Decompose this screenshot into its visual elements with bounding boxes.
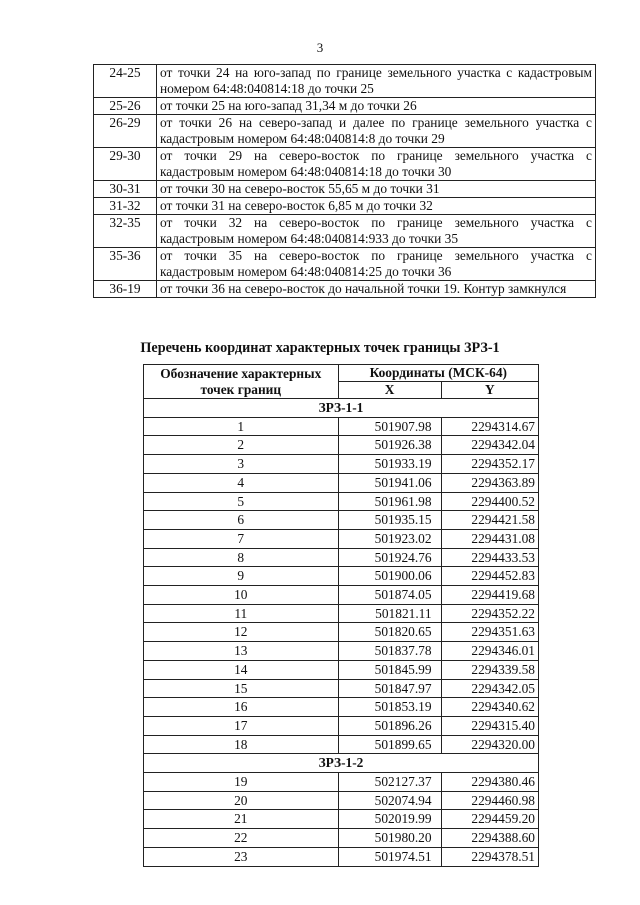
y-coordinate-cell: 2294315.40 (441, 716, 538, 735)
route-segment-cell: 35-36 (94, 248, 157, 281)
x-coordinate-cell: 501935.15 (338, 511, 441, 530)
route-segment-cell: 32-35 (94, 215, 157, 248)
y-coordinate-cell: 2294452.83 (441, 567, 538, 586)
y-coordinate-cell: 2294380.46 (441, 773, 538, 792)
y-coordinate-cell: 2294433.53 (441, 548, 538, 567)
y-coordinate-cell: 2294351.63 (441, 623, 538, 642)
route-row (94, 98, 596, 115)
point-number-cell: 7 (144, 529, 339, 548)
point-number-cell: 9 (144, 567, 339, 586)
y-coordinate-cell: 2294352.22 (441, 604, 538, 623)
route-segment-cell: 26-29 (94, 115, 157, 148)
coordinate-row (144, 735, 539, 754)
coordinate-row (144, 586, 539, 605)
x-coordinate-cell: 502074.94 (338, 791, 441, 810)
route-description-cell: от точки 26 на северо-запад и далее по границе земельного участка с кадастровым номером 64:48:040814:8 до точки 29 (157, 115, 596, 148)
coordinate-row (144, 773, 539, 792)
coordinate-row (144, 604, 539, 623)
x-coordinate-cell: 501896.26 (338, 716, 441, 735)
point-number-cell: 8 (144, 548, 339, 567)
coordinate-row (144, 567, 539, 586)
route-description-cell: от точки 30 на северо-восток 55,65 м до точки 31 (157, 181, 596, 198)
route-row (94, 281, 596, 298)
x-coordinate-cell: 501907.98 (338, 417, 441, 436)
page-number: 3 (316, 40, 324, 55)
x-coordinate-cell: 501820.65 (338, 623, 441, 642)
section-row (144, 399, 539, 418)
route-segment-cell: 25-26 (94, 98, 157, 115)
route-description-cell: от точки 29 на северо-восток по границе земельного участка с кадастровым номером 64:48:040814:18 до точки 30 (157, 148, 596, 181)
route-segment-cell: 24-25 (94, 65, 157, 98)
route-row (94, 65, 596, 98)
route-segment-cell: 31-32 (94, 198, 157, 215)
x-axis-header: X (338, 382, 441, 399)
route-description-cell: от точки 32 на северо-восток по границе земельного участка с кадастровым номером 64:48:040814:933 до точки 35 (157, 215, 596, 248)
point-number-cell: 3 (144, 455, 339, 474)
y-coordinate-cell: 2294419.68 (441, 586, 538, 605)
coordinate-row (144, 473, 539, 492)
coordinate-row (144, 436, 539, 455)
route-segment-cell: 36-19 (94, 281, 157, 298)
x-coordinate-cell: 501924.76 (338, 548, 441, 567)
coordinates-header-row (144, 365, 539, 382)
point-number-cell: 2 (144, 436, 339, 455)
y-coordinate-cell: 2294421.58 (441, 511, 538, 530)
y-coordinate-cell: 2294314.67 (441, 417, 538, 436)
section-row (144, 754, 539, 773)
point-number-cell: 19 (144, 773, 339, 792)
x-coordinate-cell: 501853.19 (338, 698, 441, 717)
x-coordinate-cell: 501874.05 (338, 586, 441, 605)
route-description-cell: от точки 31 на северо-восток 6,85 м до точки 32 (157, 198, 596, 215)
coordinate-row (144, 847, 539, 866)
route-row (94, 148, 596, 181)
x-coordinate-cell: 502127.37 (338, 773, 441, 792)
point-number-cell: 1 (144, 417, 339, 436)
point-number-cell: 22 (144, 829, 339, 848)
x-coordinate-cell: 501974.51 (338, 847, 441, 866)
point-number-cell: 13 (144, 642, 339, 661)
point-number-cell: 6 (144, 511, 339, 530)
coordinate-row (144, 492, 539, 511)
coordinate-row (144, 810, 539, 829)
point-name-header: Обозначение характерных точек границ (144, 365, 339, 399)
point-number-cell: 21 (144, 810, 339, 829)
x-coordinate-cell: 501923.02 (338, 529, 441, 548)
x-coordinate-cell: 501847.97 (338, 679, 441, 698)
y-coordinate-cell: 2294363.89 (441, 473, 538, 492)
coordinate-row (144, 623, 539, 642)
y-axis-header: Y (441, 382, 538, 399)
y-coordinate-cell: 2294352.17 (441, 455, 538, 474)
section-label: ЗРЗ-1-2 (144, 754, 539, 773)
coordinates-table (143, 364, 539, 867)
y-coordinate-cell: 2294400.52 (441, 492, 538, 511)
x-coordinate-cell: 501821.11 (338, 604, 441, 623)
route-row (94, 215, 596, 248)
coordinate-row (144, 511, 539, 530)
y-coordinate-cell: 2294320.00 (441, 735, 538, 754)
route-segment-cell: 29-30 (94, 148, 157, 181)
y-coordinate-cell: 2294342.04 (441, 436, 538, 455)
route-description-cell: от точки 35 на северо-восток по границе земельного участка с кадастровым номером 64:48:040814:25 до точки 36 (157, 248, 596, 281)
route-row (94, 181, 596, 198)
x-coordinate-cell: 502019.99 (338, 810, 441, 829)
point-number-cell: 20 (144, 791, 339, 810)
coordinates-system-header: Координаты (МСК-64) (338, 365, 538, 382)
x-coordinate-cell: 501899.65 (338, 735, 441, 754)
coordinate-row (144, 529, 539, 548)
y-coordinate-cell: 2294431.08 (441, 529, 538, 548)
section-label: ЗРЗ-1-1 (144, 399, 539, 418)
y-coordinate-cell: 2294346.01 (441, 642, 538, 661)
coordinate-row (144, 660, 539, 679)
coordinates-title: Перечень координат характерных точек границы ЗРЗ-1 (140, 340, 500, 356)
coordinate-row (144, 417, 539, 436)
route-description-cell: от точки 36 на северо-восток до начальной точки 19. Контур замкнулся (157, 281, 596, 298)
y-coordinate-cell: 2294340.62 (441, 698, 538, 717)
coordinate-row (144, 548, 539, 567)
x-coordinate-cell: 501845.99 (338, 660, 441, 679)
point-number-cell: 10 (144, 586, 339, 605)
route-row (94, 198, 596, 215)
point-number-cell: 15 (144, 679, 339, 698)
route-description-cell: от точки 25 на юго-запад 31,34 м до точки 26 (157, 98, 596, 115)
point-number-cell: 14 (144, 660, 339, 679)
y-coordinate-cell: 2294342.05 (441, 679, 538, 698)
x-coordinate-cell: 501926.38 (338, 436, 441, 455)
coordinate-row (144, 829, 539, 848)
y-coordinate-cell: 2294378.51 (441, 847, 538, 866)
point-number-cell: 16 (144, 698, 339, 717)
point-number-cell: 5 (144, 492, 339, 511)
coordinate-row (144, 791, 539, 810)
point-number-cell: 18 (144, 735, 339, 754)
y-coordinate-cell: 2294388.60 (441, 829, 538, 848)
x-coordinate-cell: 501980.20 (338, 829, 441, 848)
x-coordinate-cell: 501941.06 (338, 473, 441, 492)
point-number-cell: 23 (144, 847, 339, 866)
route-row (94, 115, 596, 148)
x-coordinate-cell: 501961.98 (338, 492, 441, 511)
coordinate-row (144, 455, 539, 474)
x-coordinate-cell: 501900.06 (338, 567, 441, 586)
coordinate-row (144, 698, 539, 717)
coordinate-row (144, 642, 539, 661)
point-number-cell: 12 (144, 623, 339, 642)
y-coordinate-cell: 2294460.98 (441, 791, 538, 810)
x-coordinate-cell: 501837.78 (338, 642, 441, 661)
y-coordinate-cell: 2294339.58 (441, 660, 538, 679)
point-number-cell: 11 (144, 604, 339, 623)
point-number-cell: 17 (144, 716, 339, 735)
point-number-cell: 4 (144, 473, 339, 492)
coordinate-row (144, 679, 539, 698)
route-description-cell: от точки 24 на юго-запад по границе земельного участка с кадастровым номером 64:48:040814:18 до точки 25 (157, 65, 596, 98)
x-coordinate-cell: 501933.19 (338, 455, 441, 474)
route-row (94, 248, 596, 281)
route-segment-cell: 30-31 (94, 181, 157, 198)
coordinate-row (144, 716, 539, 735)
route-description-table (93, 64, 596, 298)
y-coordinate-cell: 2294459.20 (441, 810, 538, 829)
